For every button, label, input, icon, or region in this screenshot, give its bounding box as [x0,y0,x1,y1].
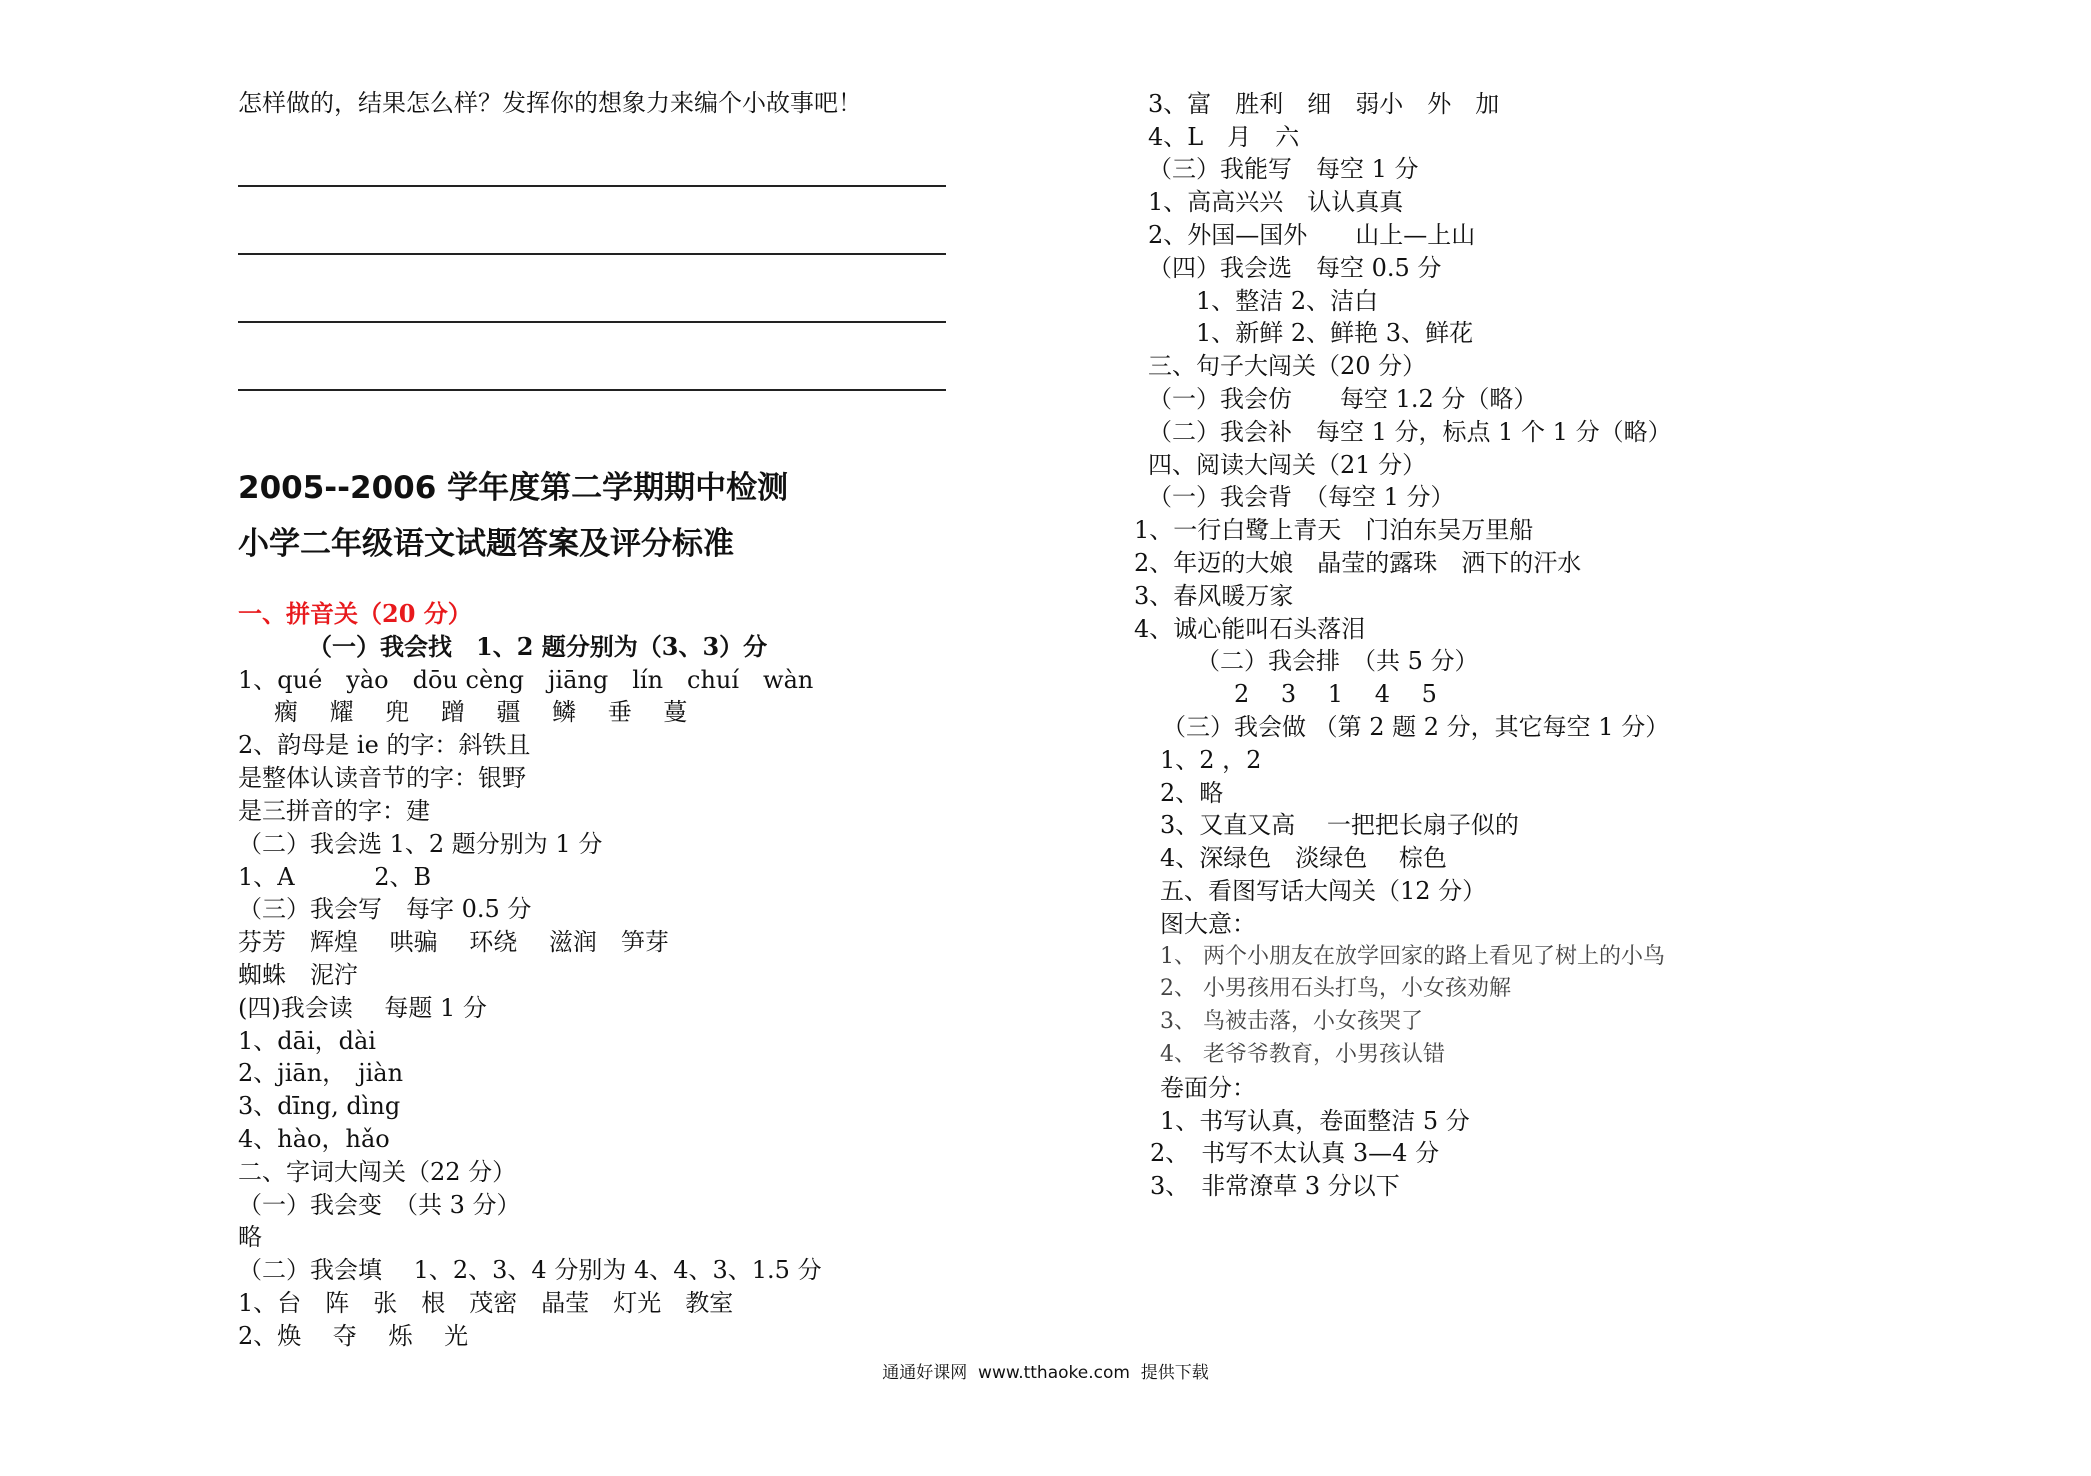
section-3-heading: 三、句子大闯关（20 分） [1148,352,1427,380]
right-line: 3、富 胜利 细 弱小 外 加 [1148,90,1500,118]
left-line: 1、A 2、B [238,863,432,891]
right-line: （三）我会做 （第 2 题 2 分，其它每空 1 分） [1162,713,1670,741]
right-line: 3、 非常潦草 3 分以下 [1150,1172,1400,1200]
left-line: 是整体认读音节的字：银野 [238,764,526,792]
right-line: （四）我会选 每空 0.5 分 [1148,254,1442,282]
section-1-heading: 一、拼音关（20 分） [238,599,472,628]
left-line: 蜘蛛 泥泞 [238,961,358,989]
right-line: 1、 两个小朋友在放学回家的路上看见了树上的小鸟 [1160,944,1665,969]
left-line: 略 [238,1223,262,1251]
section-4-heading: 四、阅读大闯关（21 分） [1148,451,1427,479]
answer-line-2 [238,253,946,255]
right-line: （二）我会补 每空 1 分，标点 1 个 1 分（略） [1148,418,1672,446]
left-line: 4、hào，hǎo [238,1125,390,1153]
right-line: 2 3 1 4 5 [1234,680,1437,708]
doc-title-line2: 小学二年级语文试题答案及评分标准 [238,526,734,562]
left-line: （二）我会选 1、2 题分别为 1 分 [238,830,603,858]
right-line: 3、 鸟被击落，小女孩哭了 [1160,1009,1423,1034]
left-line: （二）我会填 1、2、3、4 分别为 4、4、3、1.5 分 [238,1256,822,1284]
right-line: 1、整洁 2、洁白 [1196,287,1379,315]
right-line: 2、 书写不太认真 3—4 分 [1150,1139,1440,1167]
section-2-heading: 二、字词大闯关（22 分） [238,1158,517,1186]
right-line: 2、 小男孩用石头打鸟，小女孩劝解 [1160,976,1511,1001]
right-line: 1、书写认真，卷面整洁 5 分 [1160,1107,1470,1135]
right-line: 3、春风暖万家 [1134,582,1294,610]
right-line: 4、 老爷爷教育，小男孩认错 [1160,1042,1445,1067]
left-line: 1、dāi，dài [238,1027,376,1055]
right-line: 1、新鲜 2、鲜艳 3、鲜花 [1196,319,1474,347]
doc-title-line1: 2005--2006 学年度第二学期期中检测 [238,470,789,506]
right-line: （一）我会背 （每空 1 分） [1148,483,1455,511]
right-line: 4、深绿色 淡绿色 棕色 [1160,844,1447,872]
right-line: 2、年迈的大娘 晶莹的露珠 洒下的汗水 [1134,549,1582,577]
left-line: 2、韵母是 ie 的字：斜铁且 [238,731,531,759]
right-line: 4、L 月 六 [1148,123,1300,151]
right-line: 2、外国—国外 山上—上山 [1148,221,1476,249]
intro-text: 怎样做的，结果怎么样？发挥你的想象力来编个小故事吧！ [238,89,862,117]
left-line: 瘸 耀 兜 蹭 疆 鳞 垂 蔓 [274,698,688,726]
section-5-heading: 五、看图写话大闯关（12 分） [1160,877,1487,905]
right-line: （一）我会仿 每空 1.2 分（略） [1148,385,1538,413]
right-line: 卷面分： [1160,1074,1256,1102]
left-line: （一）我会变 （共 3 分） [238,1191,521,1219]
right-line: 3、又直又高 一把把长扇子似的 [1160,811,1519,839]
page-footer: 通通好课网 www.tthaoke.com 提供下载 [882,1363,1209,1383]
right-line: 4、诚心能叫石头落泪 [1134,615,1366,643]
left-line: 2、焕 夺 烁 光 [238,1322,469,1350]
left-line: 1、台 阵 张 根 茂密 晶莹 灯光 教室 [238,1289,734,1317]
left-line: 是三拼音的字：建 [238,797,430,825]
right-line: 1、高高兴兴 认认真真 [1148,188,1404,216]
right-line: 1、一行白鹭上青天 门泊东吴万里船 [1134,516,1534,544]
right-line: 图大意： [1160,910,1256,938]
left-line: （三）我会写 每字 0.5 分 [238,895,532,923]
answer-line-3 [238,321,946,323]
left-line: (四)我会读 每题 1 分 [238,994,487,1022]
right-line: 1、2 ，2 [1160,746,1262,774]
right-line: 2、略 [1160,779,1224,807]
left-line: 1、qué yào dōu cèng jiāng lín chuí wàn [238,666,814,694]
answer-line-4 [238,389,946,391]
left-line: 3、dīng, dìng [238,1092,401,1120]
right-line: （二）我会排 （共 5 分） [1196,647,1479,675]
right-line: （三）我能写 每空 1 分 [1148,155,1419,183]
left-line: （一）我会找 1、2 题分别为（3、3）分 [308,632,768,661]
answer-line-1 [238,185,946,187]
left-line: 2、jiān， jiàn [238,1059,404,1087]
left-line: 芬芳 辉煌 哄骗 环绕 滋润 笋芽 [238,928,669,956]
